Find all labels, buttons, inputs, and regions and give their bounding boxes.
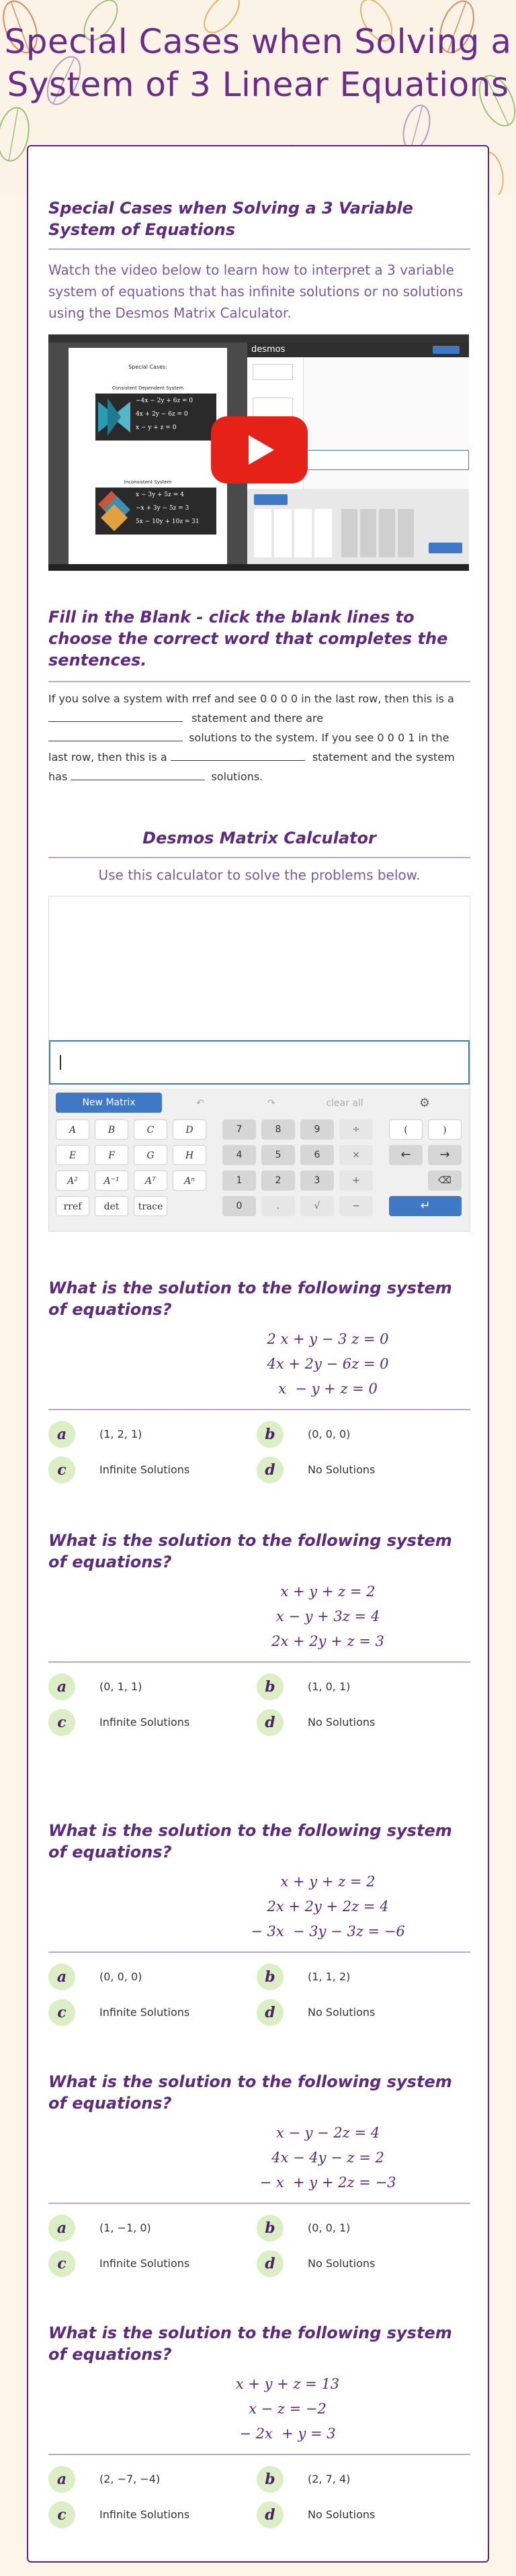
fill-blank-paragraph [48,689,470,786]
case2-eq-2: −x + 3y − 5z = 3 [136,505,189,512]
answer-option-d[interactable] [257,1999,458,2029]
answer-option-b[interactable] [257,2466,458,2495]
option-letter-badge: a [48,2215,75,2242]
option-letter-badge: c [48,2501,75,2528]
answer-option-a[interactable] [48,2466,250,2495]
left-arrow-icon[interactable]: ← [389,1145,423,1165]
option-letter-badge: c [48,1457,75,1483]
key-sqrt[interactable]: √ [300,1196,334,1216]
key-2[interactable]: 2 [261,1170,295,1191]
equation: 4x − 4y − z = 2 [271,2150,384,2166]
key-divide[interactable]: ÷ [339,1119,373,1140]
case1-eq-3: x − y + z = 0 [136,424,177,431]
option-letter-badge: b [257,2466,284,2493]
key-H[interactable]: H [173,1145,206,1165]
fill-blank-text-5: statement and the system [312,751,455,764]
desmos-keypad [247,489,469,564]
key-6[interactable]: 6 [300,1145,334,1165]
desmos-button [433,346,460,354]
key-D[interactable]: D [173,1119,206,1140]
desmos-matrix-calculator [48,896,470,1232]
answer-option-c[interactable] [48,1457,250,1486]
option-letter-badge: d [257,2250,284,2277]
divider [48,1951,470,1953]
option-text: (0, 0, 0) [99,1970,142,1983]
calculator-keypad [49,1089,470,1231]
equation: x + y + z = 2 [280,1583,376,1600]
option-text: (0, 1, 1) [99,1680,142,1693]
case2-eq-3: 5x − 10y + 10z = 31 [136,518,200,525]
option-letter-badge: d [257,1999,284,2026]
option-text: No Solutions [308,2006,376,2019]
answer-option-c[interactable] [48,2250,250,2280]
redo-icon[interactable]: ↷ [267,1098,275,1109]
answer-option-b[interactable] [257,2215,458,2244]
intro-title: Special Cases when Solving a 3 Variable System of Equations [48,199,413,239]
undo-icon[interactable]: ↶ [196,1098,204,1109]
key-1[interactable]: 1 [222,1170,256,1191]
desmos-enter [429,543,462,553]
option-letter-badge: b [257,2215,284,2242]
key-E[interactable]: E [56,1145,89,1165]
option-text: Infinite Solutions [99,1716,190,1729]
answer-option-a[interactable] [48,1421,250,1451]
key-3[interactable]: 3 [300,1170,334,1191]
option-text: (1, −1, 0) [99,2221,151,2234]
key-plus[interactable]: + [339,1170,373,1191]
equation: x + y + z = 13 [235,2376,340,2392]
answer-option-b[interactable] [257,1964,458,1993]
divider [48,1409,470,1410]
content-card [27,145,489,2563]
option-text: (2, 7, 4) [308,2473,351,2485]
option-letter-badge: d [257,2501,284,2528]
wrench-icon[interactable]: ⚙ [419,1096,431,1110]
answer-option-b[interactable] [257,1421,458,1451]
key-rref[interactable]: rref [56,1196,89,1216]
right-arrow-icon[interactable]: → [428,1145,462,1165]
answer-option-d[interactable] [257,2501,458,2531]
document-page [69,348,227,564]
key-decimal[interactable]: . [261,1196,295,1216]
doc-heading: Special Cases: [128,364,167,370]
option-letter-badge: a [48,2466,75,2493]
equation: − 2x + y = 3 [239,2426,336,2442]
equation: − 3x − 3y − 3z = −6 [251,1923,405,1939]
key-close-paren[interactable]: ) [428,1119,462,1140]
key-B[interactable]: B [95,1119,128,1140]
option-text: Infinite Solutions [99,1463,190,1476]
key-0[interactable]: 0 [222,1196,256,1216]
answer-option-d[interactable] [257,1457,458,1486]
key-F[interactable]: F [95,1145,128,1165]
play-button[interactable] [211,416,308,484]
equation: x − z = −2 [249,2401,327,2417]
equation: 4x + 2y − 6z = 0 [267,1356,389,1372]
video-toolbar [48,334,469,342]
case2-eq-1: x − 3y + 5z = 4 [136,492,184,498]
case2-label: Inconsistent System [124,479,172,485]
divider [48,857,470,858]
desmos-new-matrix [254,494,288,505]
answer-option-a[interactable] [48,1673,250,1703]
fill-blank-text-7: solutions. [211,770,263,783]
option-letter-badge: c [48,1999,75,2026]
fill-blank-text-3: solutions to the system. If you see 0 0 0 1 in the [189,731,449,744]
divider [48,2203,470,2204]
option-letter-badge: b [257,1964,284,1990]
fill-blank-text-4: last row, then this is a [48,751,167,764]
case1-box [95,394,216,441]
fill-blank-text-1: If you solve a system with rref and see 0 0 0 0 in the last row, then this is a [48,692,454,705]
desmos-header [247,342,469,357]
matrix-entry [253,364,293,380]
option-text: (0, 0, 0) [308,1428,351,1440]
option-letter-badge: b [257,1421,284,1448]
option-letter-badge: d [257,1709,284,1736]
key-G[interactable]: G [134,1145,167,1165]
option-text: Infinite Solutions [99,2006,190,2019]
question-title: What is the solution to the following system of equations? [48,1821,452,1861]
key-5[interactable]: 5 [261,1145,295,1165]
answer-option-c[interactable] [48,2501,250,2531]
case1-eq-2: 4x + 2y − 6z = 0 [136,411,188,418]
question-title: What is the solution to the following system of equations? [48,2072,452,2113]
option-letter-badge: a [48,1673,75,1700]
divider [48,681,470,682]
key-minus[interactable]: − [339,1196,373,1216]
option-text: No Solutions [308,1716,376,1729]
case1-label: Consistent Dependent System [112,385,184,391]
question-title: What is the solution to the following system of equations? [48,2324,452,2364]
key-square[interactable]: A² [56,1170,89,1191]
key-4[interactable]: 4 [222,1145,256,1165]
option-letter-badge: c [48,2250,75,2277]
key-transpose[interactable]: Aᵀ [134,1170,167,1191]
option-text: (0, 0, 1) [308,2221,351,2234]
key-det[interactable]: det [95,1196,128,1216]
clear-all-button[interactable]: clear all [326,1098,363,1109]
equation: − x + y + 2z = −3 [259,2174,396,2191]
fill-blank-text-6: has [48,770,68,783]
option-text: (1, 1, 2) [308,1970,351,1983]
key-C[interactable]: C [134,1119,167,1140]
equation: 2 x + y − 3 z = 0 [267,1331,389,1347]
question-title: What is the solution to the following system of equations? [48,1279,452,1319]
option-text: (1, 2, 1) [99,1428,142,1440]
expression-input[interactable] [49,1040,470,1085]
text-cursor [60,1055,61,1070]
answer-option-c[interactable] [48,1709,250,1739]
divider [48,248,470,250]
equation: 2x + 2y + z = 3 [271,1633,384,1649]
play-icon [211,416,308,484]
option-text: (1, 0, 1) [308,1680,351,1693]
fill-blank-text-2: statement and there are [191,712,324,725]
key-inverse[interactable]: A⁻¹ [95,1170,128,1191]
question-title: What is the solution to the following system of equations? [48,1531,452,1571]
fill-blank-title: Fill in the Blank - click the blank lines to choose the correct word that completes the sentences. [48,608,448,670]
backspace-icon[interactable]: ⌫ [428,1170,462,1191]
equation: x + y + z = 2 [280,1874,376,1890]
key-power[interactable]: Aⁿ [173,1170,206,1191]
equation: 2x + 2y + 2z = 4 [267,1898,389,1915]
divider [48,1661,470,1663]
key-A[interactable]: A [56,1119,89,1140]
calculator-subtitle: Use this calculator to solve the problems below. [98,867,421,883]
equation: x − y − 2z = 4 [275,2125,380,2141]
answer-option-c[interactable] [48,1999,250,2029]
answer-option-a[interactable] [48,1964,250,1993]
key-open-paren[interactable]: ( [389,1119,423,1140]
key-7[interactable]: 7 [222,1119,256,1140]
enter-icon[interactable]: ↵ [389,1196,462,1216]
key-trace[interactable]: trace [134,1196,167,1216]
video-player[interactable] [48,334,469,571]
option-letter-badge: d [257,1457,284,1483]
key-8[interactable]: 8 [261,1119,295,1140]
equation: x − y + 3z = 4 [275,1608,380,1624]
option-text: Infinite Solutions [99,2257,190,2270]
answer-option-a[interactable] [48,2215,250,2244]
calculator-title: Desmos Matrix Calculator [142,829,376,847]
equation: x − y + z = 0 [278,1381,378,1397]
desmos-expression [304,450,469,470]
option-text: No Solutions [308,1463,376,1476]
option-letter-badge: c [48,1709,75,1736]
option-text: No Solutions [308,2257,376,2270]
option-letter-badge: a [48,1964,75,1990]
answer-option-d[interactable] [257,1709,458,1739]
video-taskbar [48,564,469,571]
new-matrix-button[interactable]: New Matrix [56,1093,162,1113]
blank-1[interactable] [48,711,183,722]
option-text: Infinite Solutions [99,2508,190,2521]
desmos-var-keys [254,509,335,557]
case1-eq-1: −4x − 2y + 6z = 0 [136,398,194,404]
blank-2[interactable] [48,731,183,741]
page-title: Special Cases when Solving a System of 3 Linear Equations [4,22,512,104]
option-letter-badge: b [257,1673,284,1700]
intro-text: Watch the video below to learn how to interpret a 3 variable system of equations that has infinite solutions or no solutions using the Desmos Matrix Calculator. [48,262,464,321]
divider [48,2454,470,2455]
option-text: No Solutions [308,2508,376,2521]
parallel-planes-icon [98,491,130,531]
blank-4[interactable] [71,770,205,780]
case2-box [95,488,216,535]
option-letter-badge: a [48,1421,75,1448]
matrix-list-area[interactable] [49,896,470,1040]
answer-option-b[interactable] [257,1673,458,1703]
answer-option-d[interactable] [257,2250,458,2280]
option-text: (2, −7, −4) [99,2473,161,2485]
desmos-num-keys [341,509,415,557]
intersecting-planes-icon [98,398,130,436]
blank-3[interactable] [171,750,305,761]
desmos-logo: desmos [251,344,286,355]
key-9[interactable]: 9 [300,1119,334,1140]
key-multiply[interactable]: × [339,1145,373,1165]
